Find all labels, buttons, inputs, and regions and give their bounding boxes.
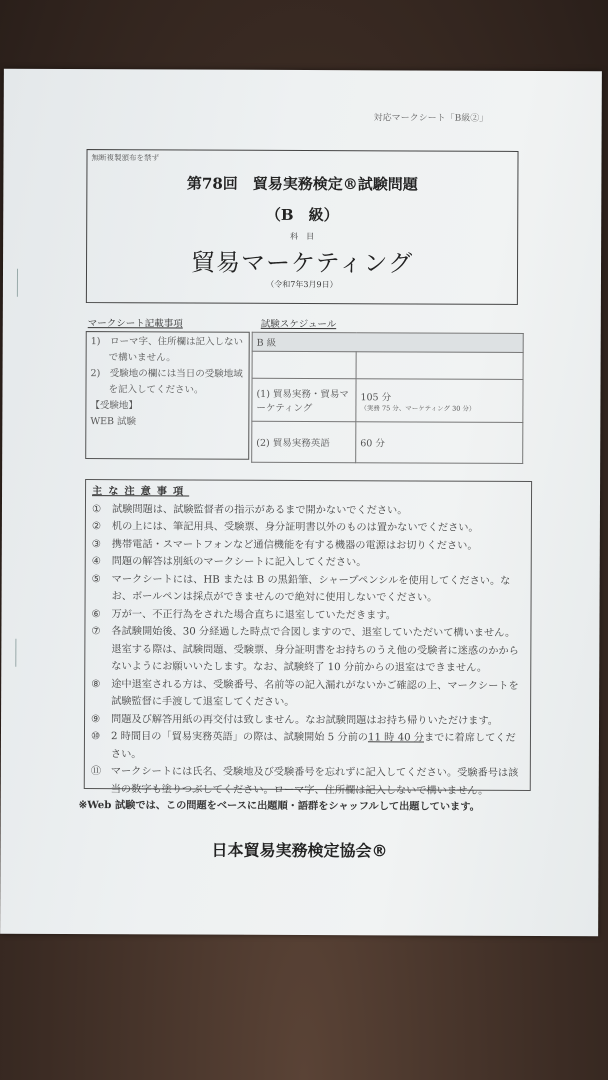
note-item <box>92 518 523 537</box>
copy-warning: 無断複製頒布を禁ず <box>91 153 160 163</box>
venue-label: 【受験地】 <box>90 400 138 412</box>
schedule-detail: （実務 75 分、マーケティング 30 分） <box>360 403 476 413</box>
mark-sheet-item: 2) 受験地の欄には当日の受験地域を記入してください。 <box>90 368 243 396</box>
note-item <box>92 536 523 555</box>
mark-sheet-box <box>85 331 250 460</box>
note-item <box>91 606 522 625</box>
schedule-time: 105 分 <box>360 391 392 403</box>
binding-mark <box>17 269 18 297</box>
note-text: 各試験開始後、30 分経過した時点で合図しますので、退室していただいて構いません。退室する際は、試験問題、受験票、身分証明書をお持ちのうえ他の受験者に迷惑のかからないようにお願いいたします。なお、試験終了 10 分前からの退室はできません。 <box>111 626 519 674</box>
schedule-row <box>252 421 523 463</box>
note-text: マークシートには氏名、受験地及び受験番号を忘れずに記入してください。受験番号は該当の数字も塗りつぶしてください。ローマ字、住所欄は記入しないで構いません。 <box>110 766 519 797</box>
note-item <box>91 623 522 677</box>
subject-label: 科 目 <box>290 231 315 242</box>
note-text: 携帯電話・スマートフォンなど通信機能を有する機器の電源はお切りください。 <box>111 538 478 552</box>
note-number: ⑪ <box>90 766 102 778</box>
note-text-part: 2 時間目の「貿易実務英語」の際は、試験開始 5 分前の <box>110 731 368 744</box>
note-item <box>92 501 523 520</box>
schedule-grade: B 級 <box>252 332 523 352</box>
organization-name: 日本貿易実務検定協会® <box>211 840 388 861</box>
note-number: ⑧ <box>91 678 101 690</box>
notes-box <box>84 479 532 797</box>
note-text: 試験問題は、試験監督者の指示があるまで開かないでください。 <box>111 503 408 516</box>
exam-date: （令和7年3月9日） <box>266 279 338 290</box>
note-text: 問題及び解答用紙の再交付は致しません。なお試験問題はお持ち帰りいただけます。 <box>111 713 498 727</box>
note-number: ⑥ <box>91 608 101 620</box>
notes-heading: 主な注意事項 <box>92 485 190 498</box>
note-number: ③ <box>91 538 101 550</box>
exam-title: 第78回 貿易実務検定®試験問題 <box>186 174 418 194</box>
note-item <box>91 676 522 713</box>
note-text: 問題の解答は別紙のマークシートに記入してください。 <box>111 556 367 569</box>
note-text: 途中退室される方は、受験番号、名前等の記入漏れがないかご確認の上、マークシートを試験監督に手渡して退室してください。 <box>111 678 519 708</box>
schedule-heading: 試験スケジュール <box>260 318 337 331</box>
web-note: ※Web 試験では、この問題をベースに出題順・語群をシャッフルして出題しています。 <box>78 799 480 813</box>
mark-sheet-heading: マークシート記載事項 <box>87 318 183 330</box>
schedule-row <box>252 378 523 422</box>
note-number: ⑨ <box>91 713 101 725</box>
note-item <box>92 553 523 572</box>
exam-grade: （B 級） <box>265 205 339 225</box>
corner-label: 対応マークシート「B級②」 <box>373 113 489 124</box>
note-text: マークシートには、HB または B の黒鉛筆、シャープペンシルを使用してください。なお、ボールペンは採点ができませんので絶対に使用しないでください。 <box>111 573 511 604</box>
note-item <box>91 763 522 800</box>
title-box <box>86 149 519 305</box>
mark-sheet-item: 1) ローマ字、住所欄は記入しないで構いません。 <box>90 336 243 364</box>
note-number: ① <box>91 503 102 515</box>
schedule-table <box>251 332 524 464</box>
note-item <box>91 711 522 730</box>
venue-value: WEB 試験 <box>90 416 137 428</box>
note-number: ⑤ <box>91 573 101 585</box>
note-item <box>91 728 522 765</box>
note-number: ② <box>91 521 102 533</box>
schedule-time: 60 分 <box>356 422 523 464</box>
note-number: ④ <box>91 556 101 568</box>
note-text <box>111 728 522 765</box>
note-text: 机の上には、筆記用具、受験票、身分証明書以外のものは置かないでください。 <box>111 521 479 534</box>
note-number: ⑩ <box>90 731 101 743</box>
subject-title: 貿易マーケティング <box>190 248 414 278</box>
binding-mark <box>15 639 16 667</box>
schedule-subject: (1) 貿易実務・貿易マーケティング <box>252 378 356 421</box>
note-text: 万が一、不正行為をされた場合直ちに退室していただきます。 <box>111 608 396 621</box>
seating-deadline: 11 時 40 分 <box>367 732 425 744</box>
note-item <box>92 571 523 608</box>
note-number: ⑦ <box>91 626 101 638</box>
note-text-part: までに着席してください。 <box>110 732 516 760</box>
schedule-subject: (2) 貿易実務英語 <box>252 421 356 462</box>
exam-paper <box>0 69 602 937</box>
